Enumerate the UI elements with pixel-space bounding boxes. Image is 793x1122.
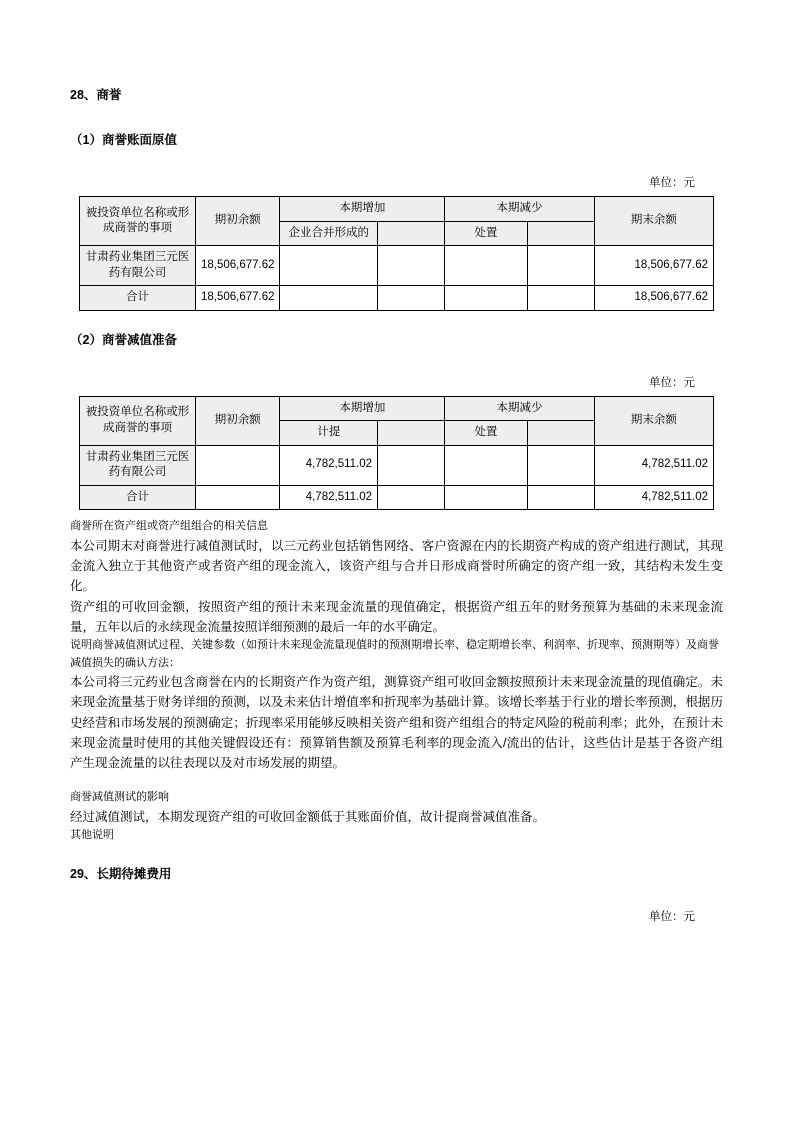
total-increase-other [378, 286, 445, 311]
header-end-balance: 期末余额 [594, 197, 713, 246]
header-increase-blank [378, 421, 445, 446]
note-impairment-process-title: 说明商誉减值测试过程、关键参数（如预计未来现金流量现值时的预测期增长率、稳定期增长率、利润率、折现率、预测期等）及商誉减值损失的确认方法： [70, 639, 719, 669]
header-decrease: 本期减少 [445, 396, 595, 421]
row-begin-balance: 18,506,677.62 [195, 246, 280, 286]
total-decrease-disposal [445, 286, 527, 311]
row-decrease-disposal [445, 246, 527, 286]
row-begin-balance [195, 445, 280, 485]
table-row [80, 246, 714, 286]
header-decrease-disposal: 处置 [445, 221, 527, 246]
header-decrease-disposal: 处置 [445, 421, 527, 446]
note-other-title: 其他说明 [70, 829, 114, 842]
note-impairment-effect-title: 商誉减值测试的影响 [70, 791, 169, 804]
header-entity: 被投资单位名称或形成商誉的事项 [80, 197, 196, 246]
header-increase: 本期增加 [280, 197, 445, 222]
spacer [70, 882, 723, 908]
goodwill-original-table [79, 196, 714, 311]
header-increase: 本期增加 [280, 396, 445, 421]
note-asset-group-title: 商誉所在资产组或资产组组合的相关信息 [70, 520, 268, 533]
row-end-balance: 4,782,511.02 [594, 445, 713, 485]
table-header-row [80, 396, 714, 421]
subsection-heading-goodwill-impairment: （2）商誉减值准备 [70, 332, 177, 347]
row-decrease-other [527, 445, 594, 485]
table-total-row [80, 286, 714, 311]
goodwill-impairment-table [79, 396, 714, 511]
note-asset-group-paragraph-2: 资产组的可收回金额，按照资产组的预计未来现金流量的现值确定，根据资产组五年的财务预算为基础的未来现金流量，五年以后的永续现金流量按照详细预测的最后一年的水平确定。 [70, 599, 723, 634]
row-increase-other [378, 246, 445, 286]
header-decrease-blank [527, 421, 594, 446]
spacer [70, 510, 723, 518]
total-label: 合计 [80, 286, 196, 311]
total-begin-balance: 18,506,677.62 [195, 286, 280, 311]
total-increase-other [378, 485, 445, 510]
total-label: 合计 [80, 485, 196, 510]
table-header-row [80, 197, 714, 222]
spacer [70, 148, 723, 174]
header-end-balance: 期末余额 [594, 396, 713, 445]
row-entity: 甘肃药业集团三元医药有限公司 [80, 445, 196, 485]
row-end-balance: 18,506,677.62 [594, 246, 713, 286]
header-decrease-blank [527, 221, 594, 246]
total-increase-provision: 4,782,511.02 [280, 485, 378, 510]
table-row [80, 445, 714, 485]
row-decrease-other [527, 246, 594, 286]
header-entity: 被投资单位名称或形成商誉的事项 [80, 396, 196, 445]
unit-label-section29: 单位：元 [649, 910, 695, 923]
row-increase-provision: 4,782,511.02 [280, 445, 378, 485]
total-end-balance: 18,506,677.62 [594, 286, 713, 311]
spacer [70, 348, 723, 374]
header-decrease: 本期减少 [445, 197, 595, 222]
header-increase-merger: 企业合并形成的 [280, 221, 378, 246]
row-entity: 甘肃药业集团三元医药有限公司 [80, 246, 196, 286]
row-increase-merger [280, 246, 378, 286]
header-increase-blank [378, 221, 445, 246]
total-end-balance: 4,782,511.02 [594, 485, 713, 510]
section-heading-29: 29、长期待摊费用 [70, 866, 172, 881]
unit-label-table1: 单位：元 [649, 177, 695, 189]
total-decrease-other [527, 286, 594, 311]
note-impairment-effect-paragraph: 经过减值测试，本期发现资产组的可收回金额低于其账面价值，故计提商誉减值准备。 [70, 810, 546, 825]
total-begin-balance [195, 485, 280, 510]
unit-label-table2: 单位：元 [649, 376, 695, 389]
row-increase-other [378, 445, 445, 485]
spacer [70, 773, 723, 789]
header-increase-provision: 计提 [280, 421, 378, 446]
spacer [70, 311, 723, 333]
section-heading-28: 28、商誉 [70, 88, 122, 102]
total-decrease-other [527, 485, 594, 510]
header-begin-balance: 期初余额 [195, 396, 280, 445]
spacer [70, 103, 723, 133]
subsection-heading-goodwill-original: （1）商誉账面原值 [70, 133, 177, 147]
table-total-row [80, 485, 714, 510]
total-decrease-disposal [445, 485, 527, 510]
spacer [70, 845, 723, 867]
total-increase-merger [280, 286, 378, 311]
row-decrease-disposal [445, 445, 527, 485]
note-asset-group-paragraph-1: 本公司期末对商誉进行减值测试时，以三元药业包括销售网络、客户资源在内的长期资产构成的资产组进行测试，其现金流入独立于其他资产或者资产组的现金流入，该资产组与合并日形成商誉时所确定的资产组一致，其结构未发生变化。 [70, 538, 723, 594]
note-impairment-process-paragraph: 本公司将三元药业包含商誉在内的长期资产作为资产组，测算资产组可收回金额按照预计未来现金流量的现值确定。未来现金流量基于财务详细的预测，以及未来估计增值率和折现率为基础计算。该增长率基于行业的增长率预测，根据历史经营和市场发展的预测确定；折现率采用能够反映相关资产组和资产组组合的特定风险的税前利率；此外，在预计未来现金流量时使用的其他关键假设还有：预算销售额及预算毛利率的现金流入/流出的估计，这些估计是基于各资产组产生现金流量的以往表现以及对市场发展的期望。 [70, 675, 723, 771]
header-begin-balance: 期初余额 [195, 197, 280, 246]
